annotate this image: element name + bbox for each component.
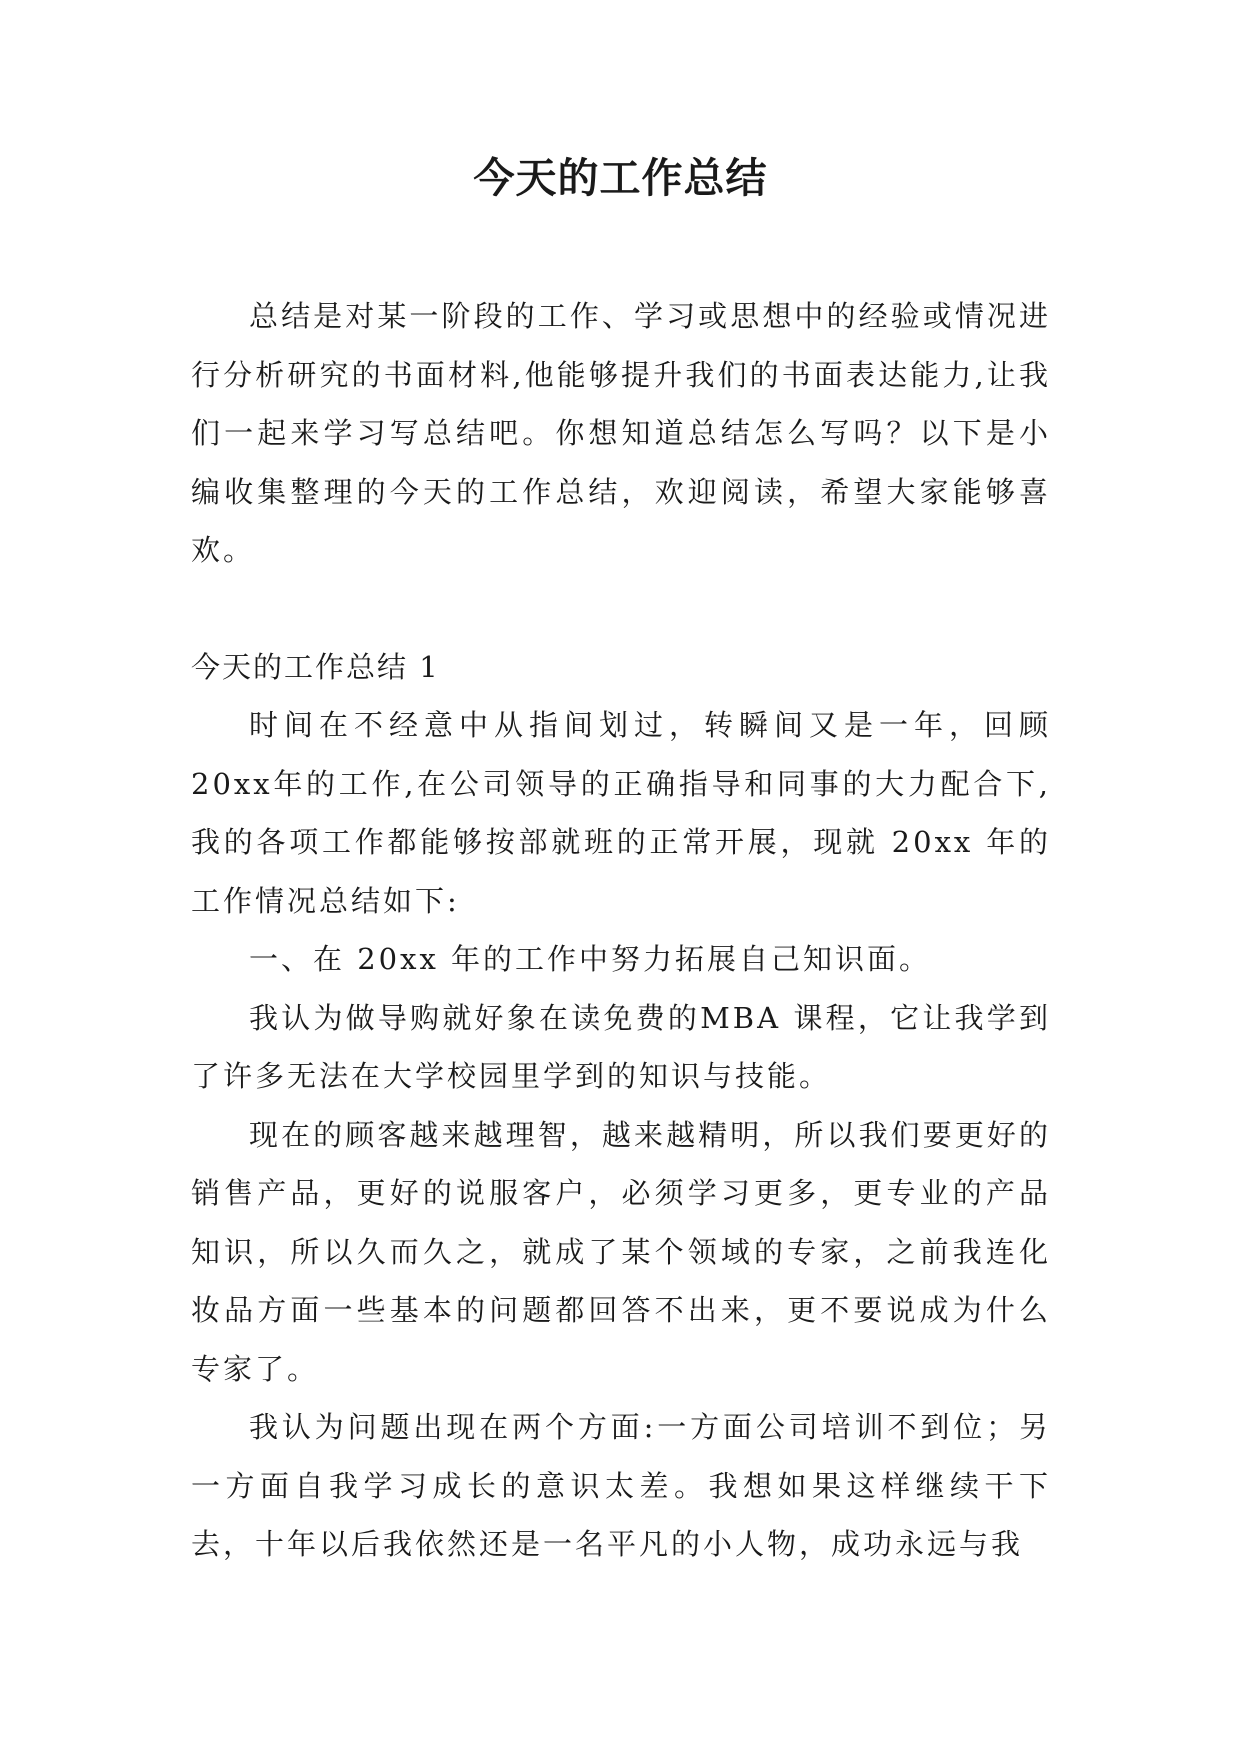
section-heading: 今天的工作总结 1 — [191, 649, 440, 684]
document-title: 今天的工作总结 — [473, 154, 768, 202]
body-paragraph: 一、在 20xx 年的工作中努力拓展自己知识面。 — [249, 942, 932, 976]
intro-paragraph: 总结是对某一阶段的工作、学习或思想中的经验或情况进行分析研究的书面材料,他能够提升我们的书面表达能力,让我们一起来学习写总结吧。你想知道总结怎么写吗？以下是小编收集整理的今天的工作总结，欢迎阅读，希望大家能够喜欢。 — [191, 299, 1051, 567]
document-body — [191, 287, 1051, 1574]
body-paragraph: 时间在不经意中从指间划过，转瞬间又是一年，回顾20xx年的工作,在公司领导的正确指导和同事的大力配合下,我的各项工作都能够按部就班的正常开展，现就 20xx 年的工作情况总结如下: — [191, 708, 1051, 918]
body-paragraph: 现在的顾客越来越理智，越来越精明，所以我们要更好的销售产品，更好的说服客户，必须学习更多，更专业的产品知识，所以久而久之，就成了某个领域的专家，之前我连化妆品方面一些基本的问题都回答不出来，更不要说成为什么专家了。 — [191, 1117, 1051, 1386]
body-paragraph: 我认为做导购就好象在读免费的MBA 课程，它让我学到了许多无法在大学校园里学到的知识与技能。 — [191, 1000, 1051, 1093]
body-paragraph: 我认为问题出现在两个方面:一方面公司培训不到位；另一方面自我学习成长的意识太差。我想如果这样继续干下去，十年以后我依然还是一名平凡的小人物，成功永远与我 — [191, 1410, 1051, 1561]
